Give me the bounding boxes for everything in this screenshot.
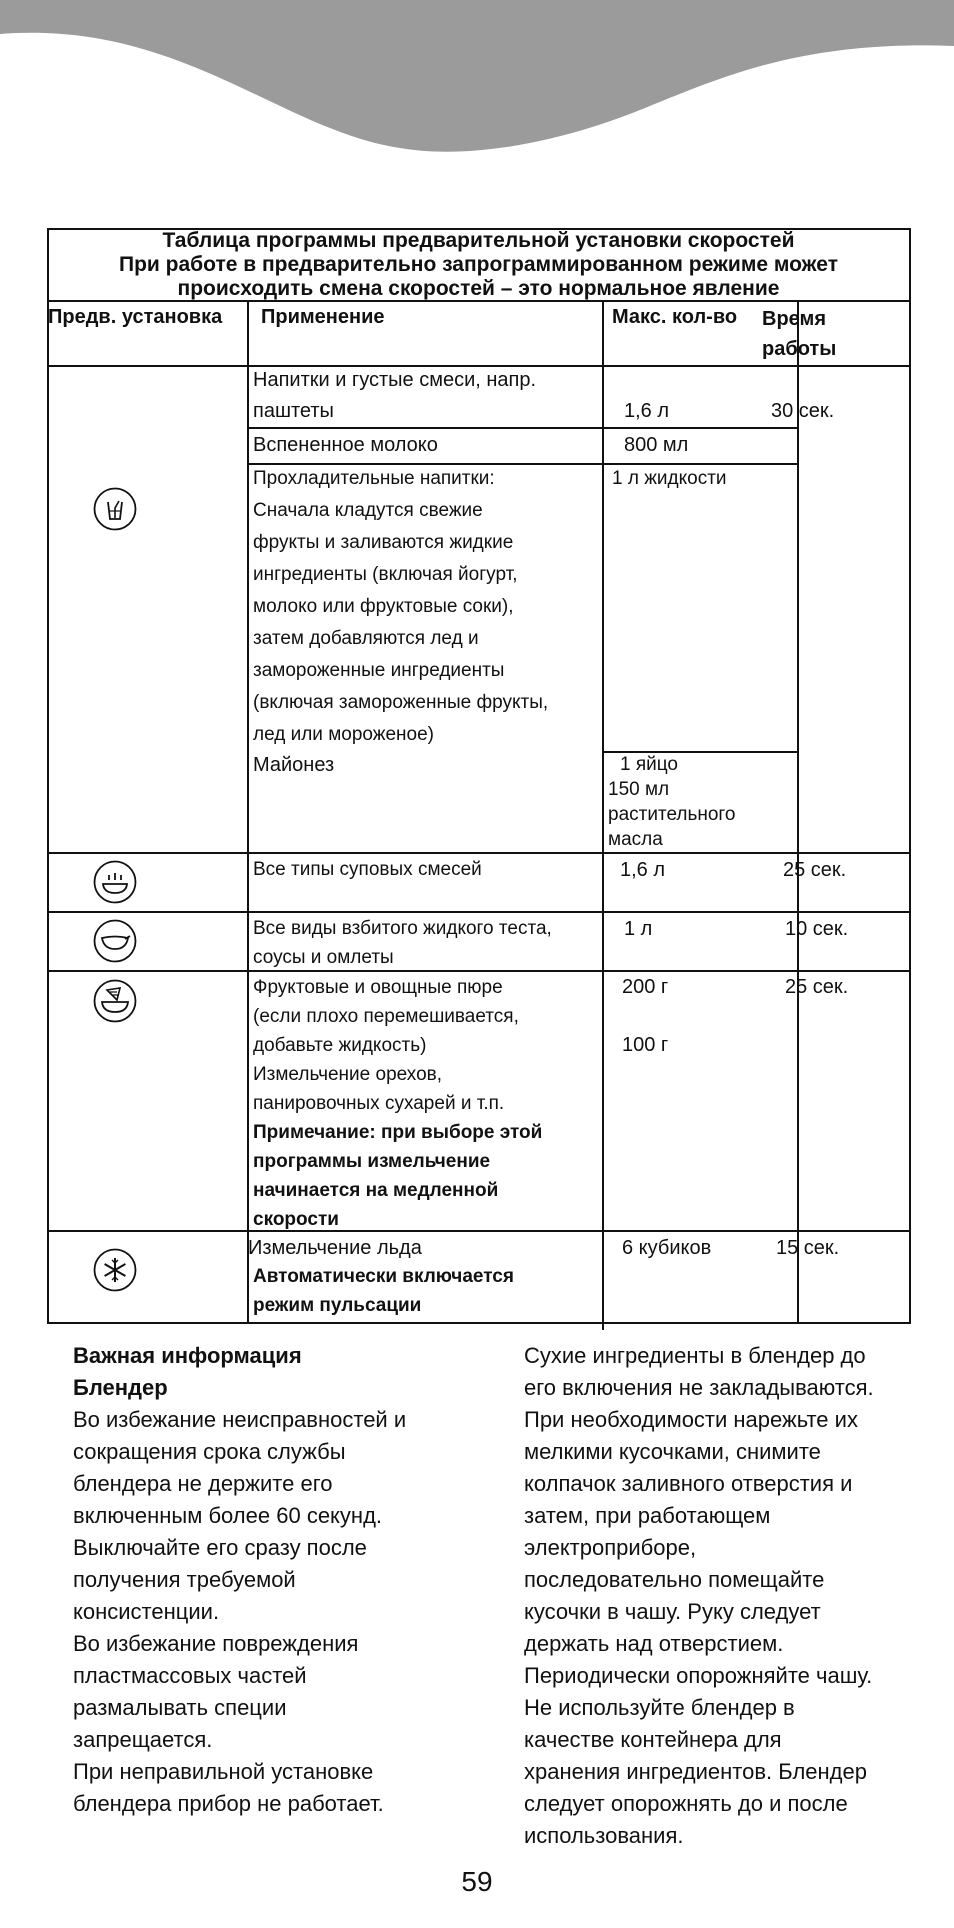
info-right-line: использования.: [524, 1823, 684, 1848]
app-frothed-milk: Вспененное молоко: [253, 434, 438, 456]
app-cool-drinks-line-7: замороженные ингредиенты: [253, 660, 505, 681]
page-number: 59: [461, 1866, 493, 1897]
glass-icon: [93, 487, 137, 531]
app-batter-line-1: Все виды взбитого жидкого теста,: [253, 918, 552, 939]
qty-thick-mixtures: 1,6 л: [624, 400, 670, 422]
qty-mayonnaise-line-1: 1 яйцо: [620, 754, 678, 775]
column-divider-3: [797, 300, 799, 1322]
note-puree-line-4: скорости: [253, 1209, 339, 1230]
time-batter: 10 сек.: [785, 918, 849, 940]
header-wave-shape: [0, 0, 954, 152]
app-cool-drinks-line-9: лед или мороженое): [253, 724, 434, 745]
table-title-line-2: При работе в предварительно запрограммированном режиме может: [119, 253, 838, 276]
note-ice-line-1: Автоматически включается: [253, 1266, 514, 1287]
info-right-line: При необходимости нарежьте их: [524, 1407, 858, 1432]
app-cool-drinks-line-1: Прохладительные напитки:: [253, 468, 495, 489]
table-title-line-3: происходить смена скоростей – это нормальное явление: [177, 277, 780, 300]
info-left-line: Во избежание неисправностей и: [73, 1407, 407, 1432]
info-right-line: колпачок заливного отверстия и: [524, 1471, 853, 1496]
app-puree-line-2: (если плохо перемешивается,: [253, 1006, 519, 1027]
qty-puree: 200 г: [622, 976, 669, 998]
info-right-line: держать над отверстием.: [524, 1631, 784, 1656]
app-cool-drinks-line-8: (включая замороженные фрукты,: [253, 692, 549, 713]
divider-batter: [47, 911, 910, 913]
info-right-line: его включения не закладываются.: [524, 1375, 874, 1400]
note-ice-line-2: режим пульсации: [253, 1295, 422, 1316]
sauce-boat-icon: [93, 919, 137, 963]
qty-ice: 6 кубиков: [622, 1237, 712, 1259]
header-application: Применение: [261, 306, 385, 328]
info-left-line: блендера прибор не работает.: [73, 1791, 384, 1816]
divider-puree: [47, 970, 910, 972]
qty-frothed-milk: 800 мл: [624, 434, 689, 456]
time-puree: 25 сек.: [785, 976, 849, 998]
blender-heading: Блендер: [73, 1375, 168, 1400]
qty-nuts: 100 г: [622, 1034, 669, 1056]
header-time-line-2: работы: [762, 338, 837, 360]
header-preset: Предв. установка: [48, 306, 223, 328]
app-soup: Все типы суповых смесей: [253, 859, 482, 880]
app-cool-drinks-line-6: затем добавляются лед и: [253, 628, 479, 649]
info-right-line: следует опорожнять до и после: [524, 1791, 848, 1816]
app-thick-mixtures-line-1: Напитки и густые смеси, напр.: [253, 369, 537, 391]
time-ice: 15 сек.: [776, 1237, 840, 1259]
qty-mayonnaise-line-3: растительного: [608, 804, 736, 825]
table-border-right: [909, 228, 911, 1324]
header-time-line-1: Время: [762, 308, 826, 330]
info-right-line: электроприборе,: [524, 1535, 697, 1560]
app-cool-drinks-line-5: молоко или фруктовые соки),: [253, 596, 514, 617]
info-left-line: Выключайте его сразу после: [73, 1535, 367, 1560]
info-left-line: блендера не держите его: [73, 1471, 333, 1496]
app-puree-line-1: Фруктовые и овощные пюре: [253, 977, 503, 998]
note-puree-line-2: программы измельчение: [253, 1151, 491, 1172]
info-left-line: получения требуемой: [73, 1567, 296, 1592]
info-left-line: включенным более 60 секунд.: [73, 1503, 383, 1528]
divider-soup: [47, 852, 910, 854]
info-left-line: размалывать специи: [73, 1695, 287, 1720]
qty-soup: 1,6 л: [620, 859, 666, 881]
app-cool-drinks-line-2: Сначала кладутся свежие: [253, 500, 483, 521]
qty-mayonnaise-line-2: 150 мл: [608, 779, 670, 800]
app-puree-line-3: добавьте жидкость): [253, 1035, 427, 1056]
time-soup: 25 сек.: [783, 859, 847, 881]
qty-batter: 1 л: [624, 918, 653, 940]
note-puree-line-3: начинается на медленной: [253, 1180, 499, 1201]
table-title-line-1: Таблица программы предварительной установки скоростей: [162, 229, 795, 252]
time-smoothie: 30 сек.: [771, 400, 835, 422]
app-mayonnaise: Майонез: [253, 754, 335, 776]
info-left-line: запрещается.: [73, 1727, 213, 1752]
info-right-line: Не используйте блендер в: [524, 1695, 795, 1720]
info-left-line: сокращения срока службы: [73, 1439, 346, 1464]
info-right-line: Сухие ингредиенты в блендер до: [524, 1343, 866, 1368]
app-cool-drinks-line-4: ингредиенты (включая йогурт,: [253, 564, 518, 585]
qty-mayonnaise-line-4: масла: [608, 829, 663, 850]
app-puree-line-4: Измельчение орехов,: [253, 1064, 443, 1085]
info-right-line: последовательно помещайте: [524, 1567, 825, 1592]
app-puree-line-5: панировочных сухарей и т.п.: [253, 1093, 505, 1114]
info-left-line: консистенции.: [73, 1599, 220, 1624]
info-left-column: [73, 1340, 468, 1820]
header-wave: [0, 0, 954, 160]
info-right-line: хранения ингредиентов. Блендер: [524, 1759, 867, 1784]
header-max-qty: Макс. кол-во: [612, 306, 738, 328]
divider-ice: [47, 1230, 910, 1232]
column-divider-1: [247, 300, 249, 1322]
info-right-line: Периодически опорожняйте чашу.: [524, 1663, 873, 1688]
info-right-line: качестве контейнера для: [524, 1727, 782, 1752]
table-border-bottom: [47, 1322, 910, 1324]
qty-cool-drinks: 1 л жидкости: [612, 468, 727, 489]
info-left-line: При неправильной установке: [73, 1759, 374, 1784]
info-left-line: Во избежание повреждения: [73, 1631, 359, 1656]
info-right-line: мелкими кусочками, снимите: [524, 1439, 821, 1464]
table-border-left: [47, 228, 49, 1324]
preset-speed-table: [47, 228, 910, 1324]
info-left-line: пластмассовых частей: [73, 1663, 307, 1688]
soup-bowl-icon: [93, 860, 137, 904]
app-batter-line-2: соусы и омлеты: [253, 947, 394, 968]
app-ice: Измельчение льда: [248, 1237, 422, 1259]
info-heading: Важная информация: [73, 1343, 302, 1368]
app-thick-mixtures-line-2: паштеты: [253, 400, 334, 422]
puree-bowl-icon: [93, 979, 137, 1023]
info-right-line: затем, при работающем: [524, 1503, 771, 1528]
note-puree-line-1: Примечание: при выборе этой: [253, 1122, 543, 1143]
snowflake-icon: [93, 1248, 137, 1292]
info-right-column: [524, 1340, 944, 1852]
app-cool-drinks-line-3: фрукты и заливаются жидкие: [253, 532, 514, 553]
info-right-line: кусочки в чашу. Руку следует: [524, 1599, 821, 1624]
column-divider-2: [602, 300, 604, 1330]
